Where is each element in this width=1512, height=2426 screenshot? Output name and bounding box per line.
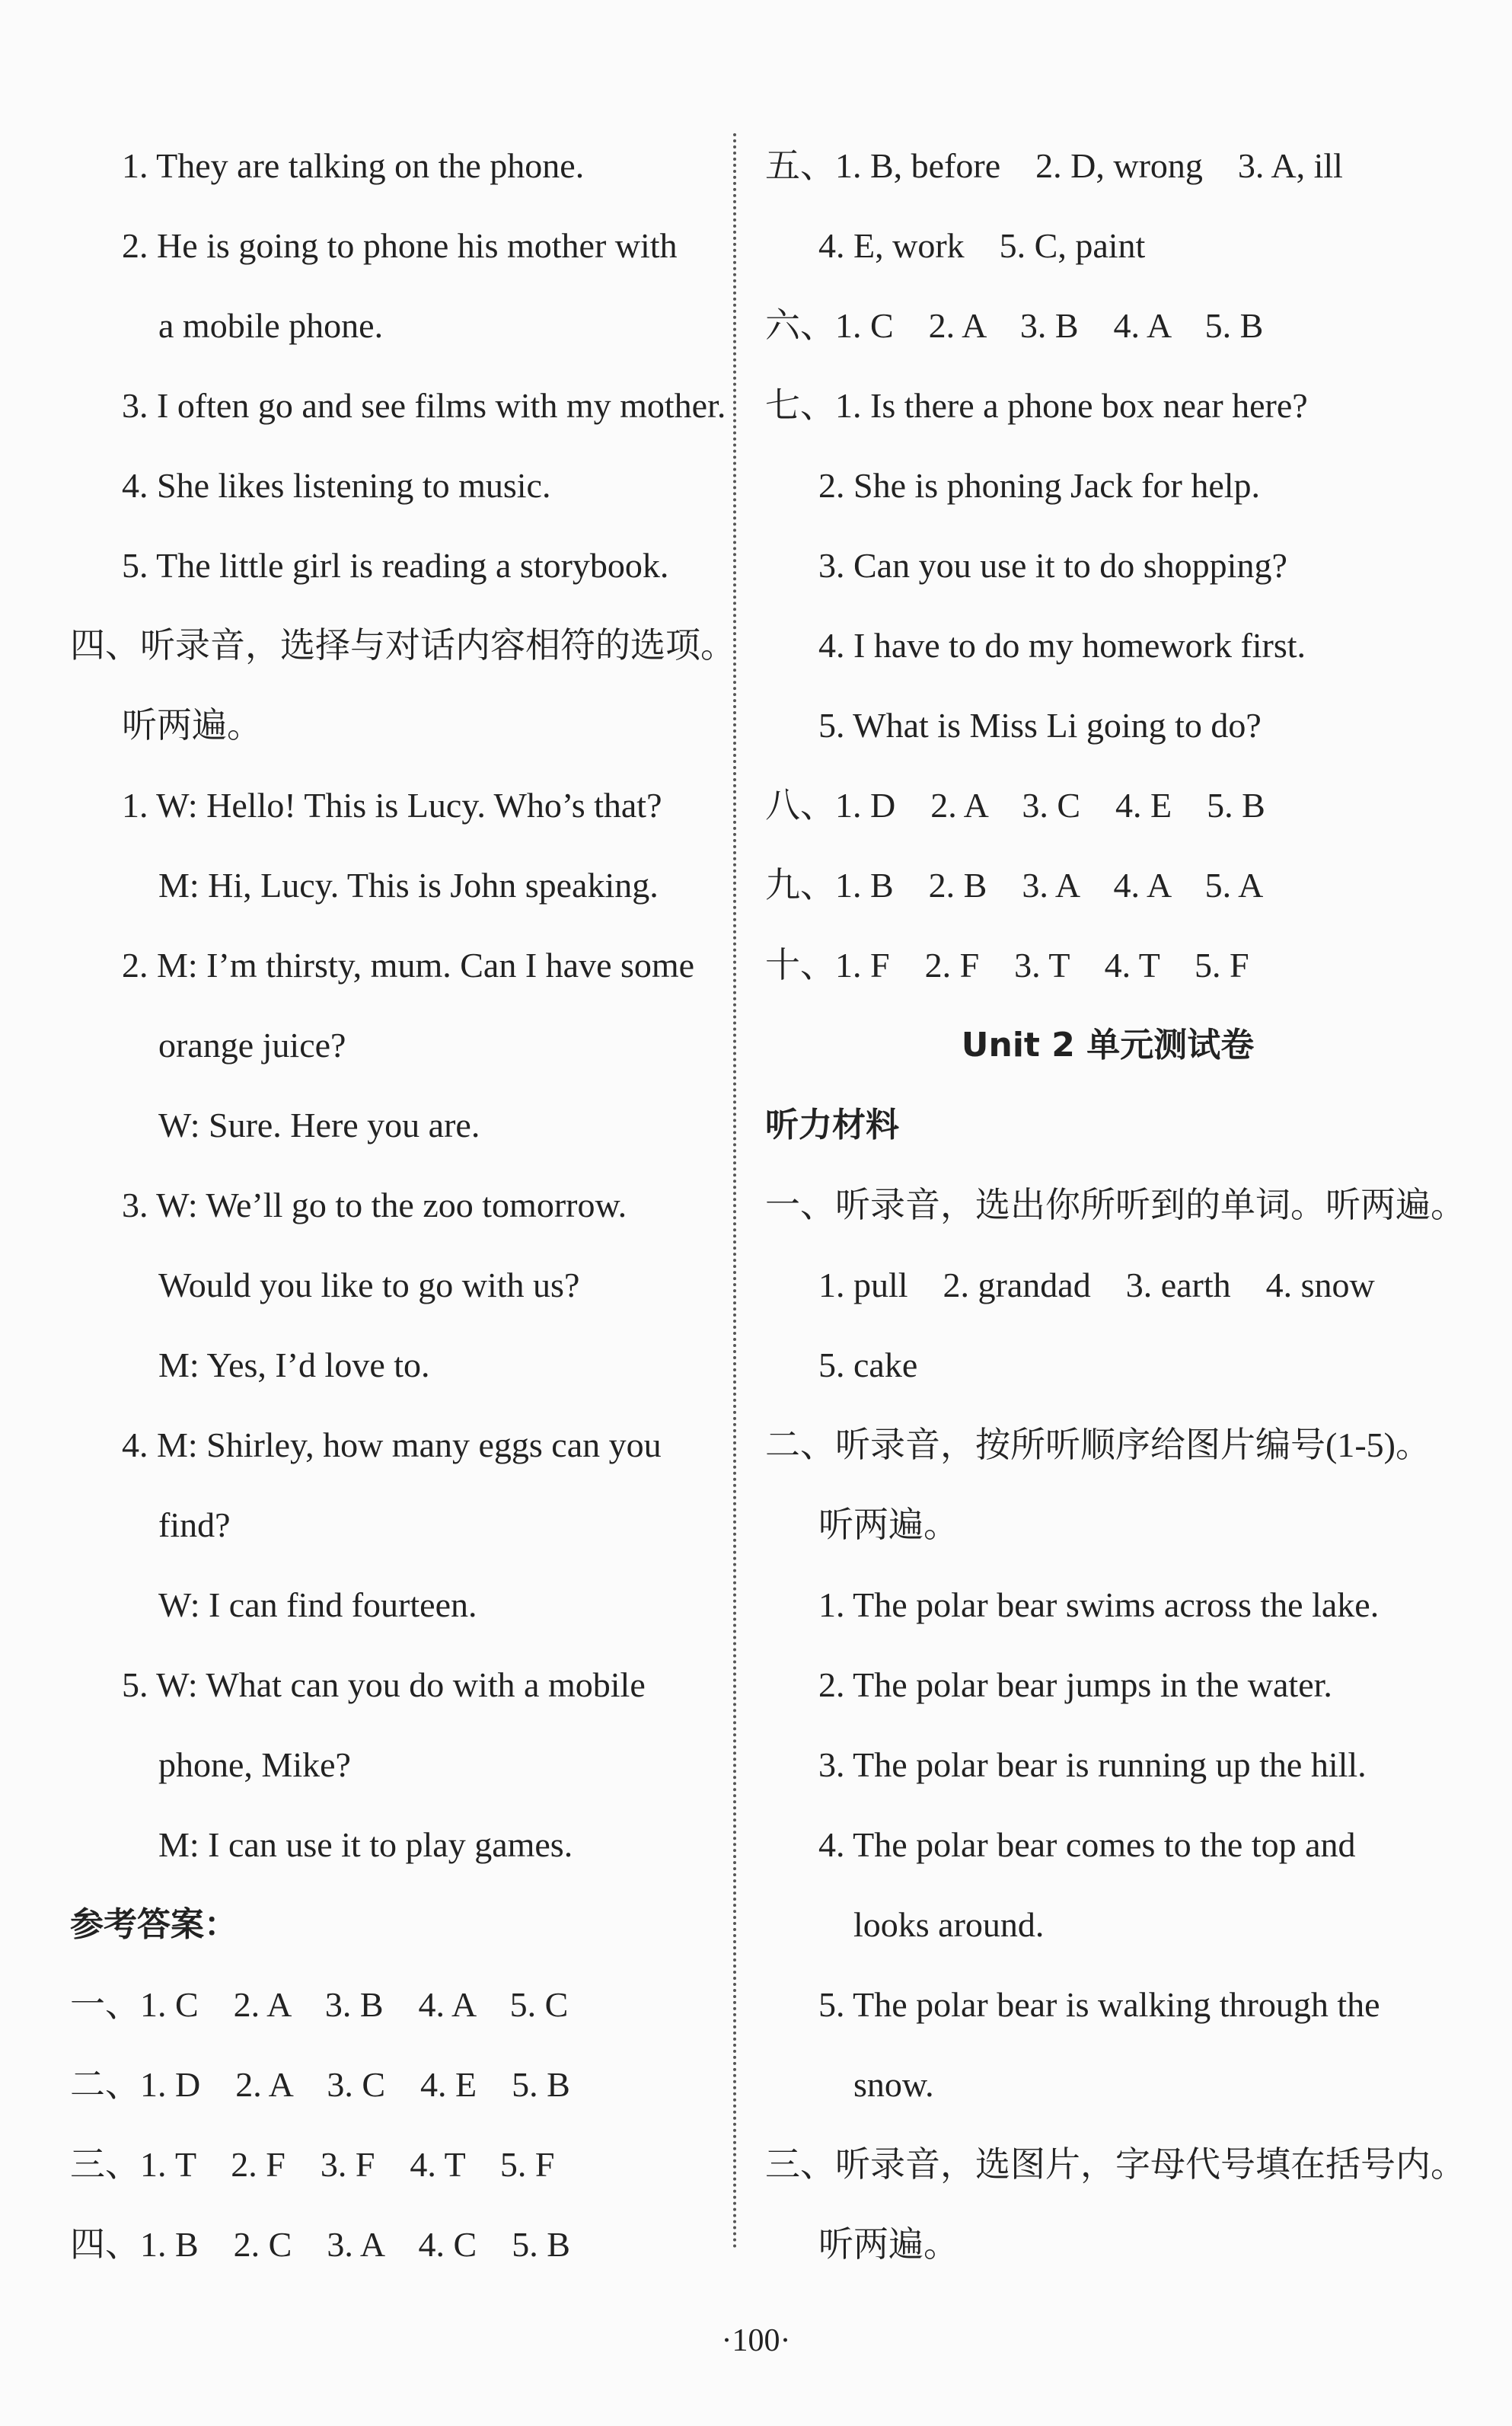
part2-heading-cont: 听两遍。 — [818, 1505, 959, 1544]
answer-row: 八、1. D 2. A 3. C 4. E 5. B — [765, 786, 1265, 825]
right-column — [765, 126, 1466, 2284]
answer-row: 四、1. B 2. C 3. A 4. C 5. B — [70, 2225, 570, 2264]
dialogue-line: W: Sure. Here you are. — [158, 1106, 480, 1144]
part2-heading: 二、听录音，按所听顺序给图片编号(1-5)。 — [765, 1425, 1431, 1464]
part1-heading: 一、听录音，选出你所听到的单词。听两遍。 — [765, 1186, 1466, 1224]
part2-item: 3. The polar bear is running up the hill. — [818, 1745, 1367, 1784]
dialogue-line: 5. W: What can you do with a mobile — [122, 1665, 646, 1704]
part3-item-1: 1. They are talking on the phone. — [122, 146, 585, 185]
answer-row-cont: 3. Can you use it to do shopping? — [818, 546, 1287, 585]
part3-item-2-cont: a mobile phone. — [158, 306, 384, 345]
dialogue-line: orange juice? — [158, 1026, 346, 1065]
answer-row-cont: 4. E, work 5. C, paint — [818, 226, 1146, 265]
answer-row-cont: 2. She is phoning Jack for help. — [818, 466, 1261, 505]
part3-item-3: 3. I often go and see films with my mother. — [122, 386, 726, 425]
dialogue-line: 1. W: Hello! This is Lucy. Who’s that? — [122, 786, 662, 825]
answer-row: 五、1. B, before 2. D, wrong 3. A, ill — [765, 146, 1343, 185]
answer-row: 六、1. C 2. A 3. B 4. A 5. B — [765, 306, 1264, 345]
dialogue-line: W: I can find fourteen. — [158, 1585, 477, 1624]
dialogue-line: M: I can use it to play games. — [158, 1825, 573, 1864]
answer-row: 九、1. B 2. B 3. A 4. A 5. A — [765, 866, 1264, 905]
unit-title: Unit 2 单元测试卷 — [961, 1026, 1255, 1065]
part1-words-cont: 5. cake — [818, 1345, 918, 1384]
dialogue-line: M: Hi, Lucy. This is John speaking. — [158, 866, 659, 905]
dialogue-line: 3. W: We’ll go to the zoo tomorrow. — [122, 1186, 627, 1224]
page-number: ·100· — [721, 2323, 791, 2358]
part2-item: 1. The polar bear swims across the lake. — [818, 1585, 1380, 1624]
answer-row: 二、1. D 2. A 3. C 4. E 5. B — [70, 2065, 570, 2104]
part3-item-4: 4. She likes listening to music. — [122, 466, 551, 505]
dialogue-line: phone, Mike? — [158, 1745, 351, 1784]
answer-row-cont: 5. What is Miss Li going to do? — [818, 706, 1262, 745]
part2-item: 2. The polar bear jumps in the water. — [818, 1665, 1332, 1704]
dialogue-line: 4. M: Shirley, how many eggs can you — [122, 1425, 662, 1464]
answer-row: 三、1. T 2. F 3. F 4. T 5. F — [70, 2145, 555, 2184]
dialogue-line: M: Yes, I’d love to. — [158, 1345, 430, 1384]
part4-heading-cont: 听两遍。 — [122, 706, 262, 745]
part3-heading: 三、听录音，选图片，字母代号填在括号内。 — [765, 2145, 1466, 2184]
part4-heading: 四、听录音，选择与对话内容相符的选项。 — [70, 626, 735, 665]
answers-heading: 参考答案： — [70, 1905, 238, 1944]
part3-heading-cont: 听两遍。 — [818, 2225, 959, 2264]
answer-row-cont: 4. I have to do my homework first. — [818, 626, 1306, 665]
left-column — [70, 126, 735, 2284]
column-divider — [733, 133, 736, 2250]
part3-item-2: 2. He is going to phone his mother with — [122, 226, 678, 265]
answer-row: 一、1. C 2. A 3. B 4. A 5. C — [70, 1985, 569, 2024]
answer-row: 十、1. F 2. F 3. T 4. T 5. F — [765, 946, 1249, 985]
answer-row: 七、1. Is there a phone box near here? — [765, 386, 1308, 425]
part2-item-cont: looks around. — [853, 1905, 1045, 1944]
dialogue-line: 2. M: I’m thirsty, mum. Can I have some — [122, 946, 695, 985]
part2-item-cont: snow. — [853, 2065, 934, 2104]
dialogue-line: Would you like to go with us? — [158, 1266, 580, 1304]
part1-words: 1. pull 2. grandad 3. earth 4. snow — [818, 1266, 1375, 1304]
part2-item: 5. The polar bear is walking through the — [818, 1985, 1380, 2024]
part2-item: 4. The polar bear comes to the top and — [818, 1825, 1356, 1864]
part3-item-5: 5. The little girl is reading a storybook. — [122, 546, 669, 585]
listening-heading: 听力材料 — [765, 1106, 899, 1144]
dialogue-line: find? — [158, 1505, 231, 1544]
